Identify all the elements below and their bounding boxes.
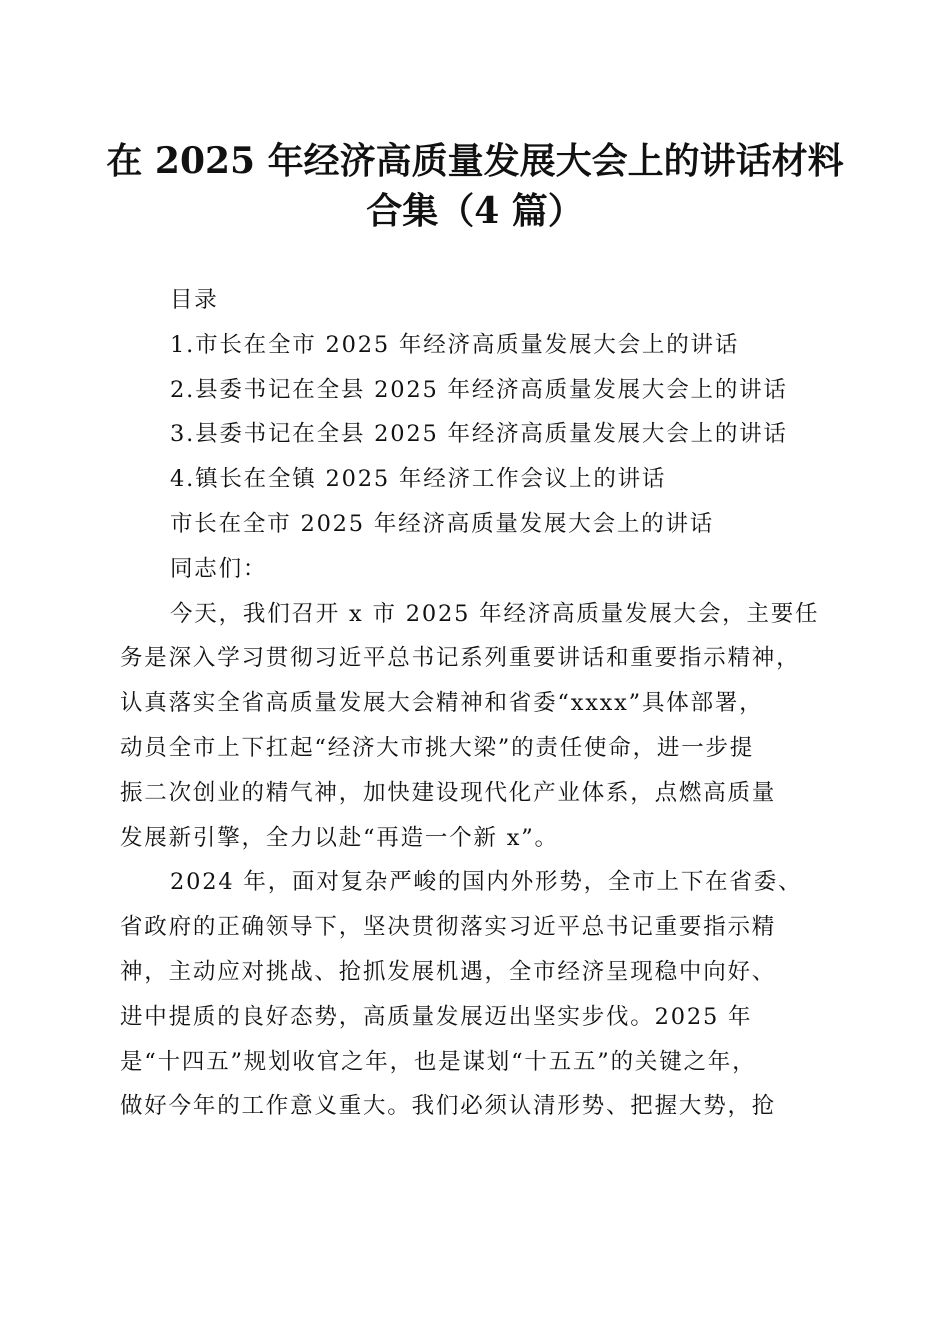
document-title <box>60 136 890 236</box>
toc-item: 1.市长在全市 2025 年经济高质量发展大会上的讲话 <box>170 331 740 358</box>
toc-item: 3.县委书记在全县 2025 年经济高质量发展大会上的讲话 <box>170 421 788 448</box>
paragraph-line: 2024 年，面对复杂严峻的国内外形势，全市上下在省委、 <box>170 869 803 896</box>
toc-item: 2.县委书记在全县 2025 年经济高质量发展大会上的讲话 <box>170 376 788 403</box>
paragraph-line: 动员全市上下扛起“经济大市挑大梁”的责任使命，进一步提 <box>120 734 755 761</box>
paragraph-line: 神，主动应对挑战、抢抓发展机遇，全市经济呈现稳中向好、 <box>120 958 777 985</box>
paragraph-line: 发展新引擎，全力以赴“再造一个新 x”。 <box>120 824 559 851</box>
paragraph-line: 务是深入学习贯彻习近平总书记系列重要讲话和重要指示精神， <box>120 645 801 672</box>
title-line-2: 合集（4 篇） <box>366 190 584 232</box>
paragraph-line: 进中提质的良好态势，高质量发展迈出坚实步伐。2025 年 <box>120 1003 753 1030</box>
paragraph-line: 认真落实全省高质量发展大会精神和省委“xxxx”具体部署， <box>120 690 764 717</box>
toc-item: 4.镇长在全镇 2025 年经济工作会议上的讲话 <box>170 466 667 493</box>
paragraph-line: 省政府的正确领导下，坚决贯彻落实习近平总书记重要指示精 <box>120 914 777 941</box>
toc-heading: 目录 <box>170 287 219 313</box>
table-of-contents <box>120 323 836 502</box>
paragraph-line: 做好今年的工作意义重大。我们必须认清形势、把握大势，抢 <box>120 1093 777 1120</box>
title-line-1: 在 2025 年经济高质量发展大会上的讲话材料 <box>106 140 844 182</box>
paragraph-line: 是“十四五”规划收官之年，也是谋划“十五五”的关键之年， <box>120 1048 757 1075</box>
document-body <box>120 278 836 1129</box>
speech-title: 市长在全市 2025 年经济高质量发展大会上的讲话 <box>170 510 715 537</box>
paragraph-1 <box>120 592 836 861</box>
paragraph-line: 今天，我们召开 x 市 2025 年经济高质量发展大会，主要任 <box>170 600 820 627</box>
paragraph-2 <box>120 860 836 1129</box>
salutation: 同志们： <box>170 555 268 582</box>
paragraph-line: 振二次创业的精气神，加快建设现代化产业体系，点燃高质量 <box>120 779 777 806</box>
